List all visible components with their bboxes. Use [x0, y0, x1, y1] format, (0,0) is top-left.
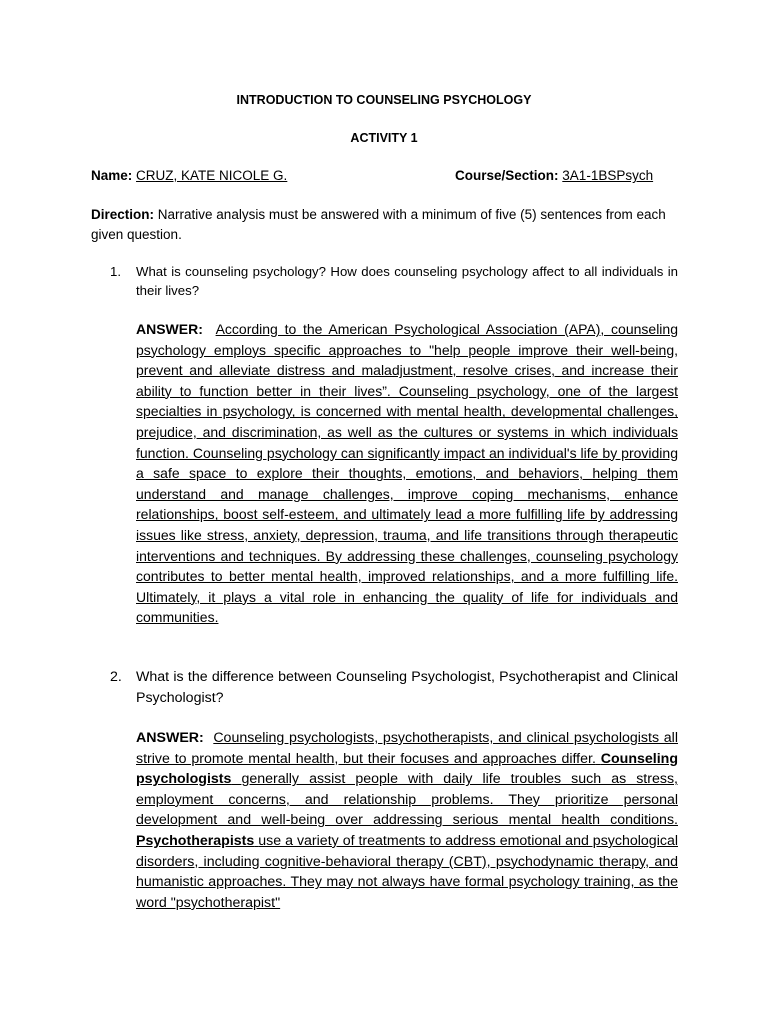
answer-text-part: use a variety of treatments to address emotional and psychological disorders, including cognitive-behavioral therapy (CBT), psychodynamic therapy, and humanistic approaches. They may not always have formal psychology training, as the word "psychotherapist": [136, 832, 678, 911]
question-1: [110, 262, 678, 300]
answer-text-part: generally assist people with daily life troubles such as stress, employment concerns, and relationship problems. They prioritize personal development and well-being over addressing serious mental health conditions.: [136, 771, 678, 829]
direction-paragraph: [91, 205, 681, 245]
answer-text: According to the American Psychological Association (APA), counseling psychology employs specific approaches to "help people improve their well-being, prevent and alleviate distress and maladjustment, resolve crises, and increase their ability to function better in their lives”. Counseling psychology, one of the largest specialties in psychology, is concerned with mental health, developmental challenges, prejudice, and discrimination, as well as the cultures or systems in which individuals function. Counseling psychology can significantly impact an individual's life by providing a safe space to explore their thoughts, emotions, and behaviors, helping them understand and manage challenges, improve coping mechanisms, enhance relationships, boost self-esteem, and ultimately lead a more fulfilling life by addressing issues like stress, anxiety, depression, trauma, and life transitions through therapeutic interventions and techniques. By addressing these challenges, counseling psychology contributes to better mental health, improved relationships, and a more fulfilling life. Ultimately, it plays a vital role in enhancing the quality of life for individuals and communities.: [136, 321, 678, 626]
question-number: 2.: [110, 669, 122, 685]
question-text: What is the difference between Counseling Psychologist, Psychotherapist and Clinical Psychologist?: [136, 669, 678, 706]
document-title: INTRODUCTION TO COUNSELING PSYCHOLOGY: [236, 93, 532, 107]
direction-label: Direction:: [91, 207, 155, 222]
answer-bold-term: Psychotherapists: [136, 832, 255, 849]
answer-1: [136, 319, 678, 628]
answer-text-part: Counseling psychologists, psychotherapists, and clinical psychologists all strive to promote mental health, but their focuses and approaches differ.: [136, 730, 678, 767]
question-number: 1.: [110, 264, 121, 279]
activity-heading: ACTIVITY 1: [350, 131, 418, 145]
course-section-field: [455, 168, 653, 183]
name-label: Name:: [91, 168, 133, 183]
course-section-value: 3A1-1BSPsych: [562, 168, 654, 183]
answer-bold-term: Counseling psychologists: [136, 750, 678, 788]
question-2: [110, 667, 678, 708]
name-value: CRUZ, KATE NICOLE G.: [136, 168, 288, 183]
question-text: What is counseling psychology? How does counseling psychology affect to all individuals in their lives?: [136, 264, 678, 298]
answer-label: ANSWER:: [136, 730, 204, 746]
answer-label: ANSWER:: [136, 321, 203, 337]
answer-text: [136, 730, 678, 911]
course-section-label: Course/Section:: [455, 168, 559, 183]
direction-text: Narrative analysis must be answered with a minimum of five (5) sentences from each given question.: [91, 207, 666, 242]
name-field: [91, 168, 287, 183]
answer-2: [136, 728, 678, 913]
